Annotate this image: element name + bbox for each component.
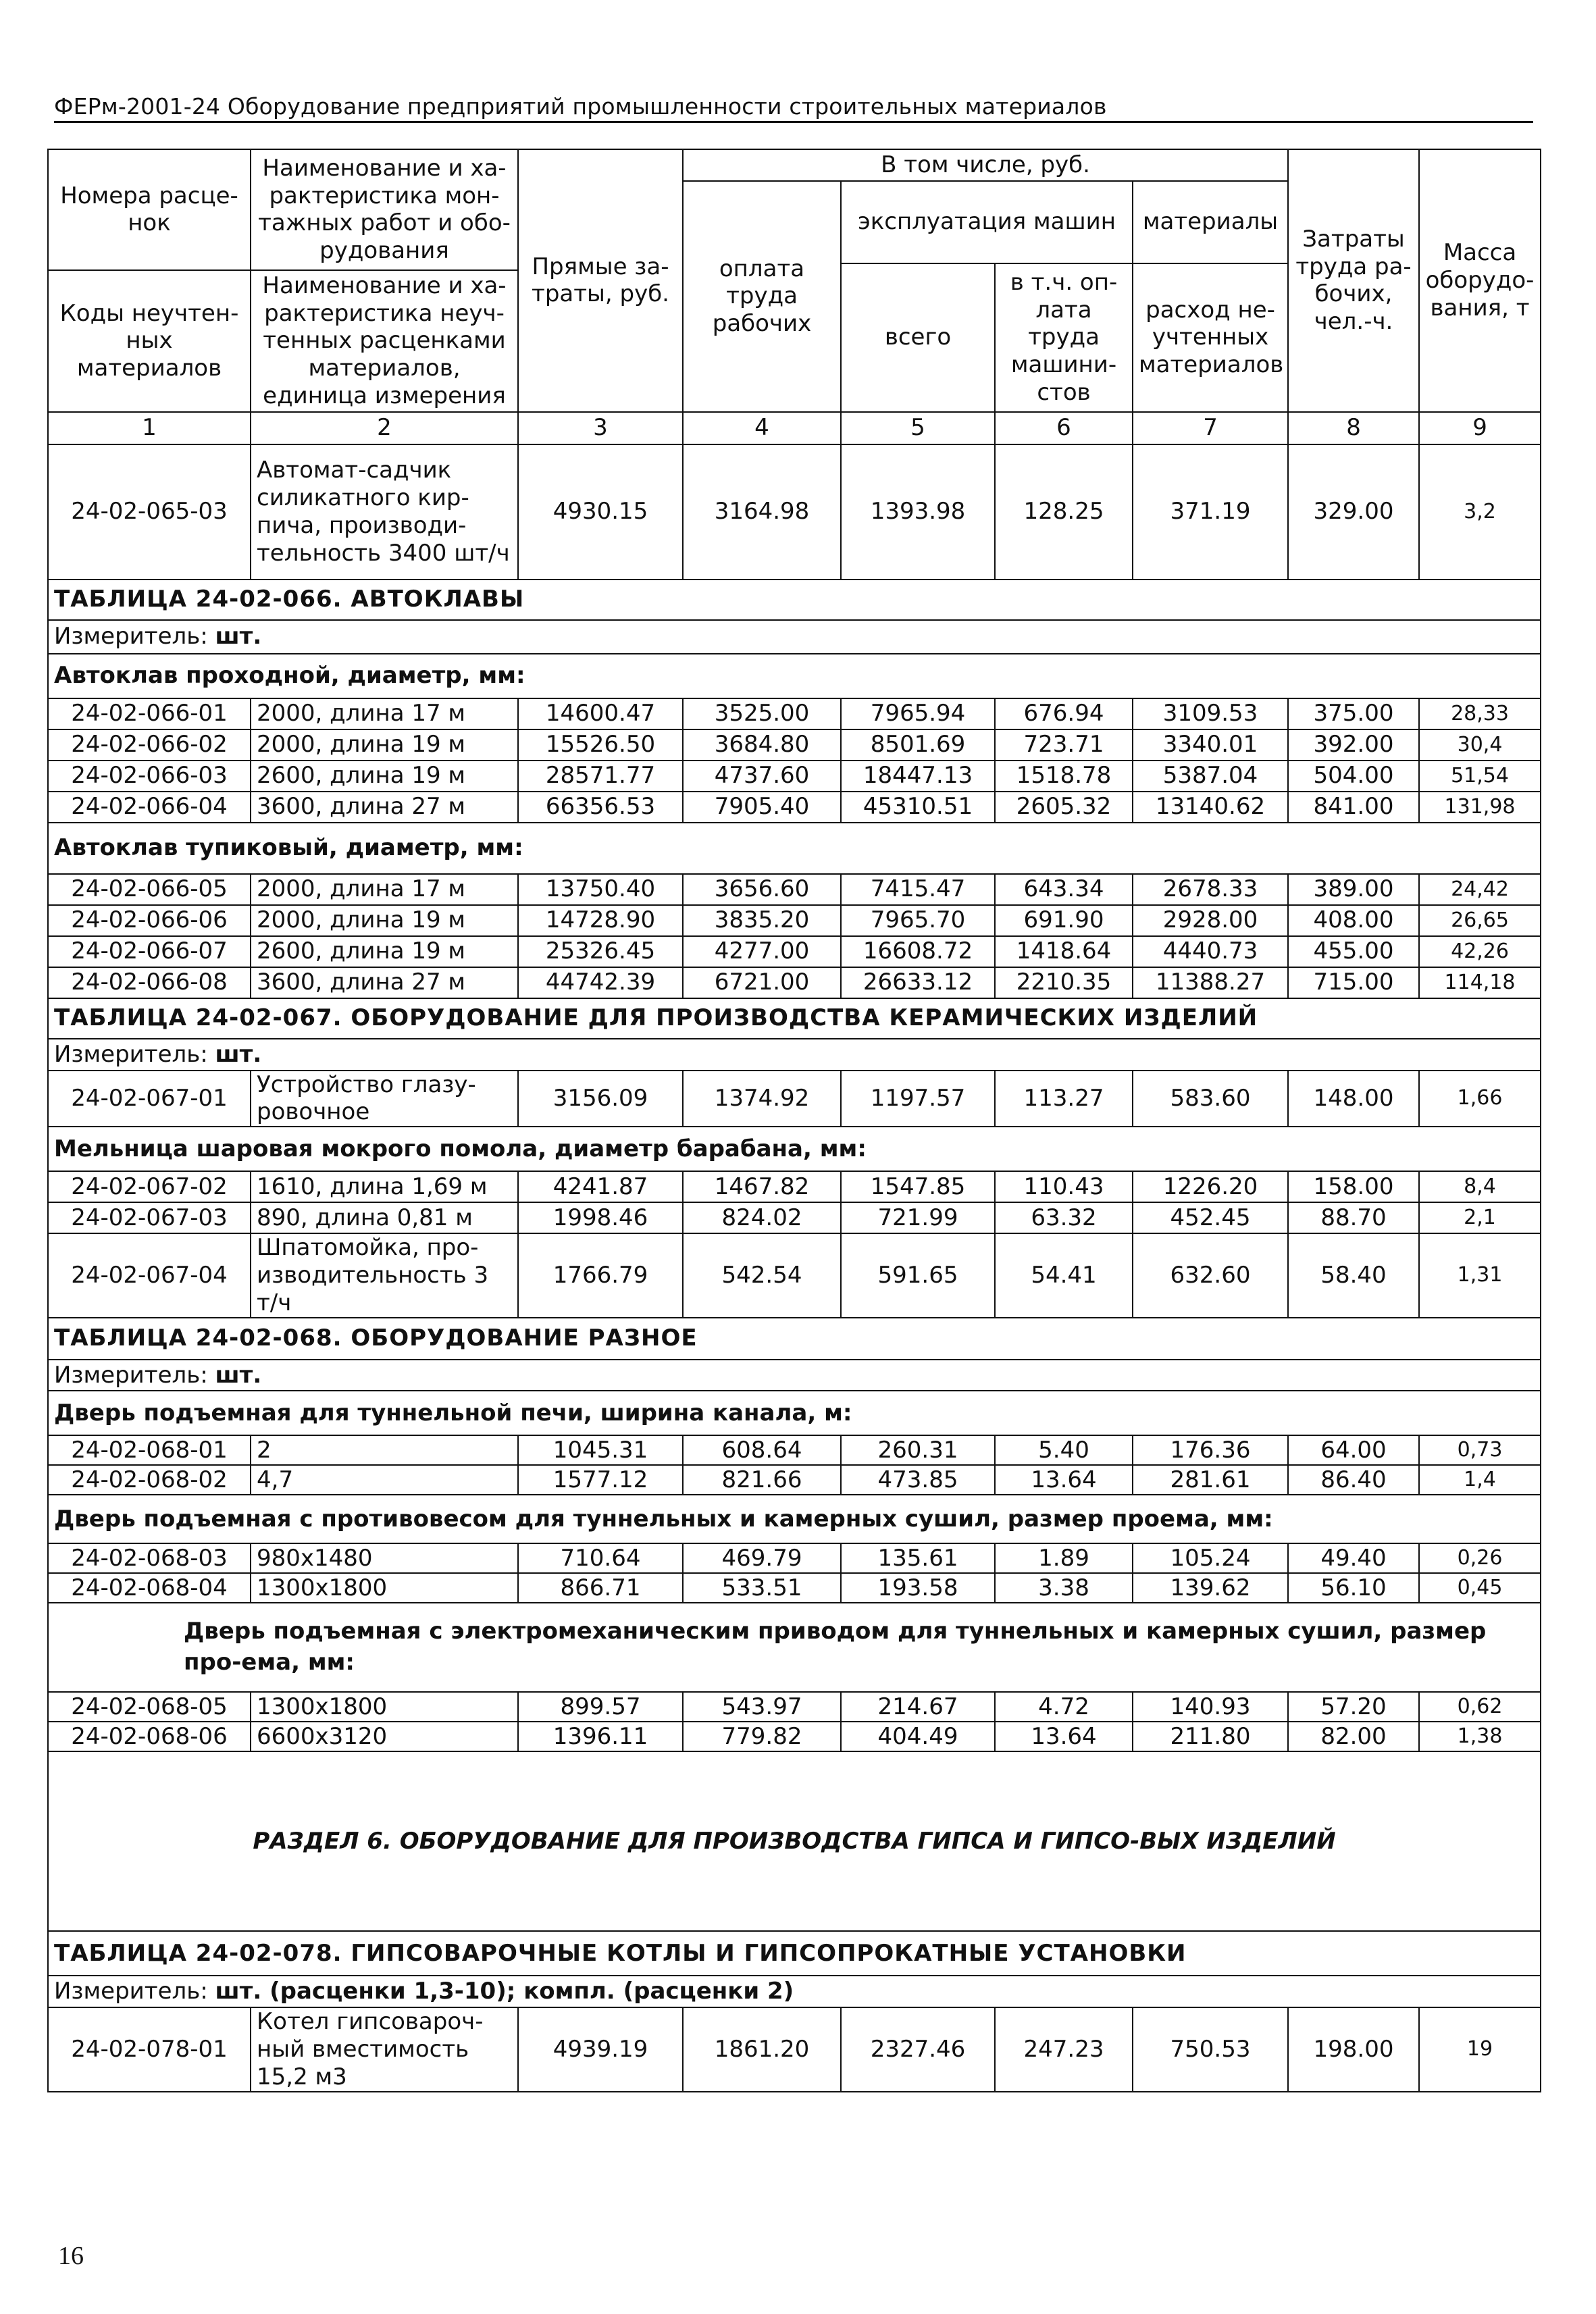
col-number: 9	[1419, 412, 1541, 444]
equipment-mass: 0,62	[1419, 1692, 1541, 1722]
labor-hours: 198.00	[1288, 2007, 1419, 2091]
col9-header: Масса оборудо-вания, т	[1419, 149, 1541, 412]
materials-cost: 3109.53	[1133, 698, 1288, 729]
page-number: 16	[58, 2242, 84, 2270]
materials-cost: 139.62	[1133, 1573, 1288, 1603]
labor-pay: 4277.00	[683, 936, 841, 967]
machine-total: 1197.57	[841, 1071, 995, 1127]
labor-hours: 82.00	[1288, 1722, 1419, 1751]
labor-pay: 821.66	[683, 1465, 841, 1495]
machine-total: 2327.46	[841, 2007, 995, 2091]
item-name: 3600, длина 27 м	[251, 792, 518, 823]
col-number: 1	[48, 412, 251, 444]
col2-top-header: Наименование и ха-рактеристика мон-тажных работ и обо-рудования	[251, 149, 518, 270]
item-name: 2000, длина 17 м	[251, 874, 518, 905]
equipment-mass: 26,65	[1419, 905, 1541, 936]
labor-pay: 824.02	[683, 1202, 841, 1233]
machine-total: 404.49	[841, 1722, 995, 1751]
unit-value: шт.	[215, 1361, 262, 1389]
col7-header: расход не-учтенных материалов	[1133, 263, 1288, 412]
direct-costs: 866.71	[518, 1573, 683, 1603]
rate-code: 24-02-066-03	[48, 761, 251, 792]
machinist-pay: 13.64	[995, 1722, 1133, 1751]
equipment-mass: 1,4	[1419, 1465, 1541, 1495]
equipment-mass: 28,33	[1419, 698, 1541, 729]
machine-total: 193.58	[841, 1573, 995, 1603]
labor-pay: 3164.98	[683, 444, 841, 580]
rate-code: 24-02-067-03	[48, 1202, 251, 1233]
table-row	[48, 792, 1541, 823]
machine-total: 214.67	[841, 1692, 995, 1722]
equipment-mass: 1,66	[1419, 1071, 1541, 1127]
table-title-078: ТАБЛИЦА 24-02-078. ГИПСОВАРОЧНЫЕ КОТЛЫ И ГИПСОПРОКАТНЫЕ УСТАНОВКИ	[48, 1931, 1541, 1976]
machine-total: 8501.69	[841, 729, 995, 761]
rate-code: 24-02-068-04	[48, 1573, 251, 1603]
col2-bottom-header: Наименование и ха-рактеристика неуч-тенных расценками материалов, единица измерения	[251, 270, 518, 412]
table-title-067: ТАБЛИЦА 24-02-067. ОБОРУДОВАНИЕ ДЛЯ ПРОИЗВОДСТВА КЕРАМИЧЕСКИХ ИЗДЕЛИЙ	[48, 998, 1541, 1039]
unit-068	[48, 1360, 1541, 1391]
rate-code: 24-02-068-01	[48, 1435, 251, 1465]
rate-code: 24-02-067-04	[48, 1233, 251, 1317]
item-name: 6600x3120	[251, 1722, 518, 1751]
group-heading: Дверь подъемная с электромеханическим приводом для туннельных и камерных сушил, размер про-ема, мм:	[48, 1603, 1541, 1692]
labor-pay: 4737.60	[683, 761, 841, 792]
table-row	[48, 2007, 1541, 2091]
item-name: 890, длина 0,81 м	[251, 1202, 518, 1233]
labor-pay: 3684.80	[683, 729, 841, 761]
rows-066-group2	[48, 874, 1541, 998]
labor-pay: 6721.00	[683, 967, 841, 998]
machinist-pay: 643.34	[995, 874, 1133, 905]
machinist-pay: 110.43	[995, 1171, 1133, 1202]
table-row	[48, 936, 1541, 967]
col1-top-header: Номера расце-нок	[48, 149, 251, 270]
labor-pay: 608.64	[683, 1435, 841, 1465]
col-number: 8	[1288, 412, 1419, 444]
machine-total: 1393.98	[841, 444, 995, 580]
materials-cost: 3340.01	[1133, 729, 1288, 761]
machine-total: 1547.85	[841, 1171, 995, 1202]
table-row	[48, 761, 1541, 792]
item-name: 2600, длина 19 м	[251, 936, 518, 967]
machinist-pay: 1.89	[995, 1543, 1133, 1573]
machine-total: 473.85	[841, 1465, 995, 1495]
rows-078	[48, 2007, 1541, 2091]
rate-code: 24-02-066-07	[48, 936, 251, 967]
item-name: 1300x1800	[251, 1692, 518, 1722]
equipment-mass: 42,26	[1419, 936, 1541, 967]
labor-hours: 375.00	[1288, 698, 1419, 729]
rate-code: 24-02-067-01	[48, 1071, 251, 1127]
labor-pay: 1861.20	[683, 2007, 841, 2091]
machines-header: эксплуатация машин	[841, 181, 1133, 263]
group-heading: Автоклав тупиковый, диаметр, мм:	[48, 823, 1541, 874]
direct-costs: 15526.50	[518, 729, 683, 761]
labor-hours: 49.40	[1288, 1543, 1419, 1573]
labor-hours: 58.40	[1288, 1233, 1419, 1317]
table-row	[48, 1692, 1541, 1722]
labor-hours: 504.00	[1288, 761, 1419, 792]
item-name: 2000, длина 19 м	[251, 729, 518, 761]
labor-pay: 779.82	[683, 1722, 841, 1751]
table-title-068: ТАБЛИЦА 24-02-068. ОБОРУДОВАНИЕ РАЗНОЕ	[48, 1318, 1541, 1360]
direct-costs: 4939.19	[518, 2007, 683, 2091]
unit-value: шт.	[215, 623, 262, 650]
labor-pay: 3656.60	[683, 874, 841, 905]
direct-costs: 14728.90	[518, 905, 683, 936]
unit-label: Измеритель:	[54, 1978, 208, 2005]
machinist-pay: 128.25	[995, 444, 1133, 580]
unit-value: шт. (расценки 1,3-10); компл. (расценки 2)	[215, 1978, 794, 2005]
rate-code: 24-02-065-03	[48, 444, 251, 580]
rate-code: 24-02-066-04	[48, 792, 251, 823]
item-name: 2000, длина 19 м	[251, 905, 518, 936]
machinist-pay: 13.64	[995, 1465, 1133, 1495]
col5-header: всего	[841, 263, 995, 412]
labor-pay: 543.97	[683, 1692, 841, 1722]
machinist-pay: 691.90	[995, 905, 1133, 936]
machine-total: 7965.70	[841, 905, 995, 936]
equipment-mass: 0,26	[1419, 1543, 1541, 1573]
rows-068-group2	[48, 1543, 1541, 1603]
col4-header: оплата труда рабочих	[683, 181, 841, 412]
table-row	[48, 1202, 1541, 1233]
labor-pay: 1467.82	[683, 1171, 841, 1202]
table-title-066: ТАБЛИЦА 24-02-066. АВТОКЛАВЫ	[48, 580, 1541, 620]
direct-costs: 1045.31	[518, 1435, 683, 1465]
labor-hours: 408.00	[1288, 905, 1419, 936]
rows-067-single	[48, 1071, 1541, 1127]
rows-065	[48, 444, 1541, 580]
machinist-pay: 5.40	[995, 1435, 1133, 1465]
machine-total: 45310.51	[841, 792, 995, 823]
rate-code: 24-02-068-02	[48, 1465, 251, 1495]
materials-cost: 140.93	[1133, 1692, 1288, 1722]
direct-costs: 1577.12	[518, 1465, 683, 1495]
item-name: 980x1480	[251, 1543, 518, 1573]
labor-pay: 3835.20	[683, 905, 841, 936]
rows-066-group1	[48, 698, 1541, 823]
table-row	[48, 1171, 1541, 1202]
labor-pay: 469.79	[683, 1543, 841, 1573]
labor-pay: 533.51	[683, 1573, 841, 1603]
direct-costs: 44742.39	[518, 967, 683, 998]
item-name: 2000, длина 17 м	[251, 698, 518, 729]
rate-code: 24-02-066-01	[48, 698, 251, 729]
table-row	[48, 874, 1541, 905]
materials-cost: 2678.33	[1133, 874, 1288, 905]
table-row	[48, 1543, 1541, 1573]
item-name: 1610, длина 1,69 м	[251, 1171, 518, 1202]
labor-hours: 88.70	[1288, 1202, 1419, 1233]
machinist-pay: 247.23	[995, 2007, 1133, 2091]
group-heading: Дверь подъемная с противовесом для туннельных и камерных сушил, размер проема, мм:	[48, 1495, 1541, 1543]
rates-table	[47, 149, 1541, 2092]
item-name: 2	[251, 1435, 518, 1465]
labor-hours: 715.00	[1288, 967, 1419, 998]
materials-cost: 632.60	[1133, 1233, 1288, 1317]
unit-066	[48, 620, 1541, 654]
col-number: 6	[995, 412, 1133, 444]
direct-costs: 25326.45	[518, 936, 683, 967]
direct-costs: 1766.79	[518, 1233, 683, 1317]
running-header: ФЕРм-2001-24 Оборудование предприятий промышленности строительных материалов	[54, 93, 1533, 123]
table-row	[48, 1465, 1541, 1495]
rows-067-group1	[48, 1171, 1541, 1317]
document-page	[47, 0, 1547, 2314]
rate-code: 24-02-078-01	[48, 2007, 251, 2091]
materials-cost: 4440.73	[1133, 936, 1288, 967]
col8-header: Затраты труда ра-бочих, чел.-ч.	[1288, 149, 1419, 412]
machinist-pay: 1518.78	[995, 761, 1133, 792]
item-name: Устройство глазу-ровочное	[251, 1071, 518, 1127]
machinist-pay: 4.72	[995, 1692, 1133, 1722]
direct-costs: 28571.77	[518, 761, 683, 792]
rate-code: 24-02-066-08	[48, 967, 251, 998]
col-number: 4	[683, 412, 841, 444]
table-row	[48, 967, 1541, 998]
item-name: Автомат-садчик силикатного кир-пича, производи-тельность 3400 шт/ч	[251, 444, 518, 580]
labor-pay: 1374.92	[683, 1071, 841, 1127]
direct-costs: 710.64	[518, 1543, 683, 1573]
equipment-mass: 1,31	[1419, 1233, 1541, 1317]
machinist-pay: 723.71	[995, 729, 1133, 761]
equipment-mass: 2,1	[1419, 1202, 1541, 1233]
materials-cost: 13140.62	[1133, 792, 1288, 823]
unit-label: Измеритель:	[54, 1040, 208, 1068]
col-number: 7	[1133, 412, 1288, 444]
labor-hours: 86.40	[1288, 1465, 1419, 1495]
equipment-mass: 114,18	[1419, 967, 1541, 998]
unit-value: шт.	[215, 1040, 262, 1068]
direct-costs: 3156.09	[518, 1071, 683, 1127]
rate-code: 24-02-067-02	[48, 1171, 251, 1202]
direct-costs: 1396.11	[518, 1722, 683, 1751]
table-row	[48, 1071, 1541, 1127]
machinist-pay: 54.41	[995, 1233, 1133, 1317]
labor-hours: 841.00	[1288, 792, 1419, 823]
rate-code: 24-02-068-03	[48, 1543, 251, 1573]
materials-cost: 11388.27	[1133, 967, 1288, 998]
direct-costs: 899.57	[518, 1692, 683, 1722]
machine-total: 135.61	[841, 1543, 995, 1573]
group-heading: Дверь подъемная для туннельной печи, ширина канала, м:	[48, 1391, 1541, 1435]
rate-code: 24-02-066-06	[48, 905, 251, 936]
equipment-mass: 3,2	[1419, 444, 1541, 580]
labor-hours: 148.00	[1288, 1071, 1419, 1127]
machinist-pay: 2210.35	[995, 967, 1133, 998]
item-name: 3600, длина 27 м	[251, 967, 518, 998]
table-row	[48, 1573, 1541, 1603]
item-name: Котел гипсовароч-ный вместимость 15,2 м3	[251, 2007, 518, 2091]
machine-total: 721.99	[841, 1202, 995, 1233]
materials-cost: 176.36	[1133, 1435, 1288, 1465]
equipment-mass: 24,42	[1419, 874, 1541, 905]
equipment-mass: 131,98	[1419, 792, 1541, 823]
machinist-pay: 1418.64	[995, 936, 1133, 967]
machinist-pay: 676.94	[995, 698, 1133, 729]
rate-code: 24-02-066-02	[48, 729, 251, 761]
machinist-pay: 2605.32	[995, 792, 1133, 823]
labor-pay: 7905.40	[683, 792, 841, 823]
machinist-pay: 3.38	[995, 1573, 1133, 1603]
rate-code: 24-02-068-05	[48, 1692, 251, 1722]
direct-costs: 13750.40	[518, 874, 683, 905]
materials-cost: 211.80	[1133, 1722, 1288, 1751]
col6-header: в т.ч. оп-лата труда машини-стов	[995, 263, 1133, 412]
machine-total: 591.65	[841, 1233, 995, 1317]
machine-total: 7965.94	[841, 698, 995, 729]
machine-total: 7415.47	[841, 874, 995, 905]
equipment-mass: 0,73	[1419, 1435, 1541, 1465]
rows-068-group1	[48, 1435, 1541, 1495]
col3-header: Прямые за-траты, руб.	[518, 149, 683, 412]
equipment-mass: 1,38	[1419, 1722, 1541, 1751]
unit-label: Измеритель:	[54, 1361, 208, 1389]
item-name: Шпатомойка, про-изводительность 3 т/ч	[251, 1233, 518, 1317]
machinist-pay: 63.32	[995, 1202, 1133, 1233]
in-total-header: В том числе, руб.	[683, 149, 1288, 181]
labor-hours: 64.00	[1288, 1435, 1419, 1465]
unit-078	[48, 1976, 1541, 2007]
labor-hours: 57.20	[1288, 1692, 1419, 1722]
table-row	[48, 729, 1541, 761]
equipment-mass: 0,45	[1419, 1573, 1541, 1603]
unit-067	[48, 1039, 1541, 1071]
materials-cost: 750.53	[1133, 2007, 1288, 2091]
rows-068-group3	[48, 1692, 1541, 1751]
materials-cost: 105.24	[1133, 1543, 1288, 1573]
equipment-mass: 19	[1419, 2007, 1541, 2091]
machine-total: 18447.13	[841, 761, 995, 792]
equipment-mass: 51,54	[1419, 761, 1541, 792]
labor-hours: 392.00	[1288, 729, 1419, 761]
item-name: 1300x1800	[251, 1573, 518, 1603]
materials-cost: 1226.20	[1133, 1171, 1288, 1202]
materials-cost: 583.60	[1133, 1071, 1288, 1127]
direct-costs: 1998.46	[518, 1202, 683, 1233]
labor-pay: 3525.00	[683, 698, 841, 729]
direct-costs: 4241.87	[518, 1171, 683, 1202]
labor-hours: 329.00	[1288, 444, 1419, 580]
group-heading: Мельница шаровая мокрого помола, диаметр барабана, мм:	[48, 1127, 1541, 1171]
item-name: 4,7	[251, 1465, 518, 1495]
section-6-title: РАЗДЕЛ 6. ОБОРУДОВАНИЕ ДЛЯ ПРОИЗВОДСТВА ГИПСА И ГИПСО-ВЫХ ИЗДЕЛИЙ	[48, 1751, 1541, 1931]
unit-label: Измеритель:	[54, 623, 208, 650]
direct-costs: 4930.15	[518, 444, 683, 580]
materials-header: материалы	[1133, 181, 1288, 263]
machine-total: 16608.72	[841, 936, 995, 967]
equipment-mass: 8,4	[1419, 1171, 1541, 1202]
col-number: 2	[251, 412, 518, 444]
direct-costs: 14600.47	[518, 698, 683, 729]
labor-hours: 455.00	[1288, 936, 1419, 967]
direct-costs: 66356.53	[518, 792, 683, 823]
table-row	[48, 905, 1541, 936]
labor-hours: 158.00	[1288, 1171, 1419, 1202]
labor-hours: 56.10	[1288, 1573, 1419, 1603]
table-row	[48, 444, 1541, 580]
table-row	[48, 1233, 1541, 1317]
table-row	[48, 1722, 1541, 1751]
item-name: 2600, длина 19 м	[251, 761, 518, 792]
rate-code: 24-02-068-06	[48, 1722, 251, 1751]
labor-hours: 389.00	[1288, 874, 1419, 905]
machine-total: 260.31	[841, 1435, 995, 1465]
machinist-pay: 113.27	[995, 1071, 1133, 1127]
col1-bottom-header: Коды неучтен-ных материалов	[48, 270, 251, 412]
table-row	[48, 1435, 1541, 1465]
group-heading: Автоклав проходной, диаметр, мм:	[48, 654, 1541, 698]
materials-cost: 281.61	[1133, 1465, 1288, 1495]
col-number: 3	[518, 412, 683, 444]
materials-cost: 2928.00	[1133, 905, 1288, 936]
table-row	[48, 698, 1541, 729]
machine-total: 26633.12	[841, 967, 995, 998]
materials-cost: 5387.04	[1133, 761, 1288, 792]
labor-pay: 542.54	[683, 1233, 841, 1317]
rate-code: 24-02-066-05	[48, 874, 251, 905]
col-number: 5	[841, 412, 995, 444]
equipment-mass: 30,4	[1419, 729, 1541, 761]
materials-cost: 452.45	[1133, 1202, 1288, 1233]
materials-cost: 371.19	[1133, 444, 1288, 580]
